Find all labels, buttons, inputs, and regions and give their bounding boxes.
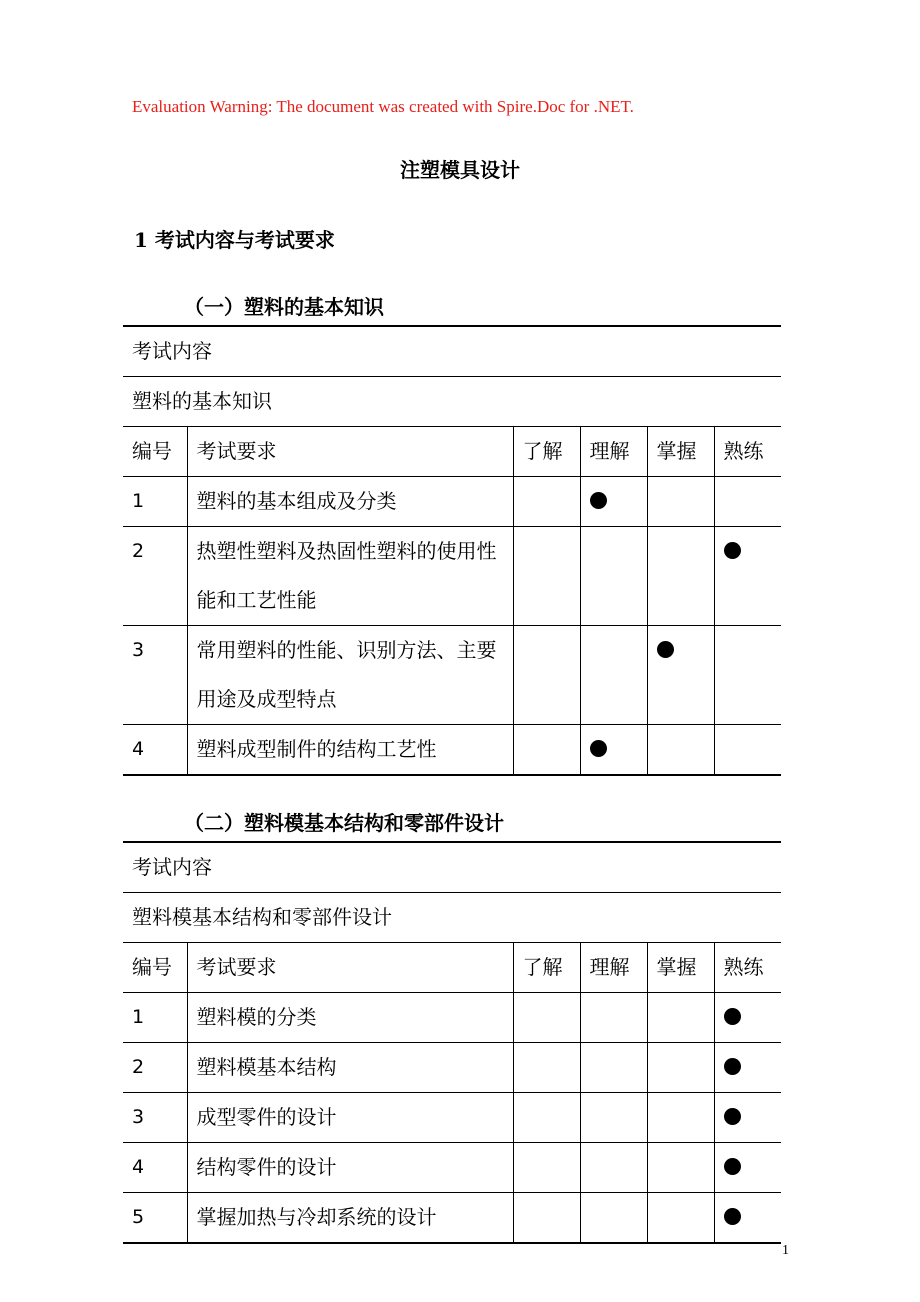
- level-cell: [580, 1143, 647, 1193]
- column-header: 掌握: [647, 427, 714, 477]
- level-cell: [714, 725, 781, 776]
- level-cell: [647, 626, 714, 725]
- column-header: 理解: [580, 427, 647, 477]
- column-header: 了解: [513, 427, 580, 477]
- column-header: 考试要求: [187, 943, 513, 993]
- level-cell: [513, 725, 580, 776]
- level-cell: [580, 626, 647, 725]
- level-cell: [647, 1143, 714, 1193]
- column-header: 熟练: [714, 943, 781, 993]
- evaluation-warning: Evaluation Warning: The document was created with Spire.Doc for .NET.: [132, 97, 634, 116]
- column-header: 考试要求: [187, 427, 513, 477]
- level-cell: [513, 1193, 580, 1244]
- requirement-text: 塑料模基本结构: [187, 1043, 513, 1093]
- column-header: 掌握: [647, 943, 714, 993]
- requirements-table-plastics-basics: [123, 325, 781, 776]
- table-header-row: [123, 943, 781, 993]
- level-cell: [513, 1093, 580, 1143]
- content-value: 塑料模基本结构和零部件设计: [123, 893, 781, 943]
- level-cell: [647, 1193, 714, 1244]
- table-header-row: [123, 427, 781, 477]
- level-cell: [580, 1093, 647, 1143]
- content-value: 塑料的基本知识: [123, 377, 781, 427]
- level-cell: [580, 1043, 647, 1093]
- level-cell: [714, 477, 781, 527]
- level-mark-dot: [657, 641, 674, 658]
- row-number: 4: [123, 1143, 187, 1193]
- level-cell: [513, 477, 580, 527]
- requirement-text: 成型零件的设计: [187, 1093, 513, 1143]
- level-mark-dot: [724, 1158, 741, 1175]
- table-row: [123, 527, 781, 626]
- level-cell: [647, 1093, 714, 1143]
- row-number: 3: [123, 626, 187, 725]
- column-header: 编号: [123, 943, 187, 993]
- level-cell: [647, 993, 714, 1043]
- table-row: [123, 1043, 781, 1093]
- table-row: [123, 993, 781, 1043]
- level-cell: [513, 1043, 580, 1093]
- table-row: [123, 1143, 781, 1193]
- level-cell: [580, 527, 647, 626]
- level-cell: [513, 993, 580, 1043]
- level-cell: [647, 527, 714, 626]
- row-number: 3: [123, 1093, 187, 1143]
- level-mark-dot: [724, 1108, 741, 1125]
- column-header: 编号: [123, 427, 187, 477]
- level-cell: [513, 1143, 580, 1193]
- content-label: 考试内容: [123, 842, 781, 893]
- subsection-heading-plastics-basics: （一）塑料的基本知识: [184, 295, 384, 319]
- requirement-text: 结构零件的设计: [187, 1143, 513, 1193]
- column-header: 熟练: [714, 427, 781, 477]
- level-cell: [647, 477, 714, 527]
- level-mark-dot: [724, 1008, 741, 1025]
- page-number: 1: [782, 1243, 789, 1258]
- level-cell: [714, 1093, 781, 1143]
- level-cell: [714, 1193, 781, 1244]
- level-cell: [513, 626, 580, 725]
- level-mark-dot: [590, 492, 607, 509]
- level-cell: [714, 1143, 781, 1193]
- row-number: 1: [123, 477, 187, 527]
- level-cell: [580, 725, 647, 776]
- level-mark-dot: [590, 740, 607, 757]
- section-heading-exam-content: 1 考试内容与考试要求: [134, 228, 335, 252]
- table-row: [123, 626, 781, 725]
- column-header: 了解: [513, 943, 580, 993]
- level-cell: [580, 1193, 647, 1244]
- column-header: 理解: [580, 943, 647, 993]
- requirement-text: 掌握加热与冷却系统的设计: [187, 1193, 513, 1244]
- level-cell: [513, 527, 580, 626]
- content-label-row: [123, 842, 781, 893]
- level-cell: [714, 1043, 781, 1093]
- table-row: [123, 725, 781, 776]
- content-value-row: [123, 893, 781, 943]
- content-label-row: [123, 326, 781, 377]
- level-mark-dot: [724, 1058, 741, 1075]
- level-cell: [714, 993, 781, 1043]
- level-cell: [714, 527, 781, 626]
- requirement-text: 常用塑料的性能、识别方法、主要用途及成型特点: [187, 626, 513, 725]
- table-row: [123, 1093, 781, 1143]
- requirements-table-mold-structure: [123, 841, 781, 1244]
- document-title: 注塑模具设计: [400, 158, 520, 182]
- content-value-row: [123, 377, 781, 427]
- row-number: 2: [123, 527, 187, 626]
- level-cell: [647, 725, 714, 776]
- requirement-text: 塑料成型制件的结构工艺性: [187, 725, 513, 776]
- content-label: 考试内容: [123, 326, 781, 377]
- level-mark-dot: [724, 542, 741, 559]
- row-number: 5: [123, 1193, 187, 1244]
- requirement-text: 热塑性塑料及热固性塑料的使用性能和工艺性能: [187, 527, 513, 626]
- level-cell: [714, 626, 781, 725]
- row-number: 4: [123, 725, 187, 776]
- row-number: 2: [123, 1043, 187, 1093]
- requirement-text: 塑料的基本组成及分类: [187, 477, 513, 527]
- level-mark-dot: [724, 1208, 741, 1225]
- level-cell: [647, 1043, 714, 1093]
- table-row: [123, 1193, 781, 1244]
- table-row: [123, 477, 781, 527]
- requirement-text: 塑料模的分类: [187, 993, 513, 1043]
- subsection-heading-mold-structure: （二）塑料模基本结构和零部件设计: [184, 811, 504, 835]
- row-number: 1: [123, 993, 187, 1043]
- level-cell: [580, 993, 647, 1043]
- level-cell: [580, 477, 647, 527]
